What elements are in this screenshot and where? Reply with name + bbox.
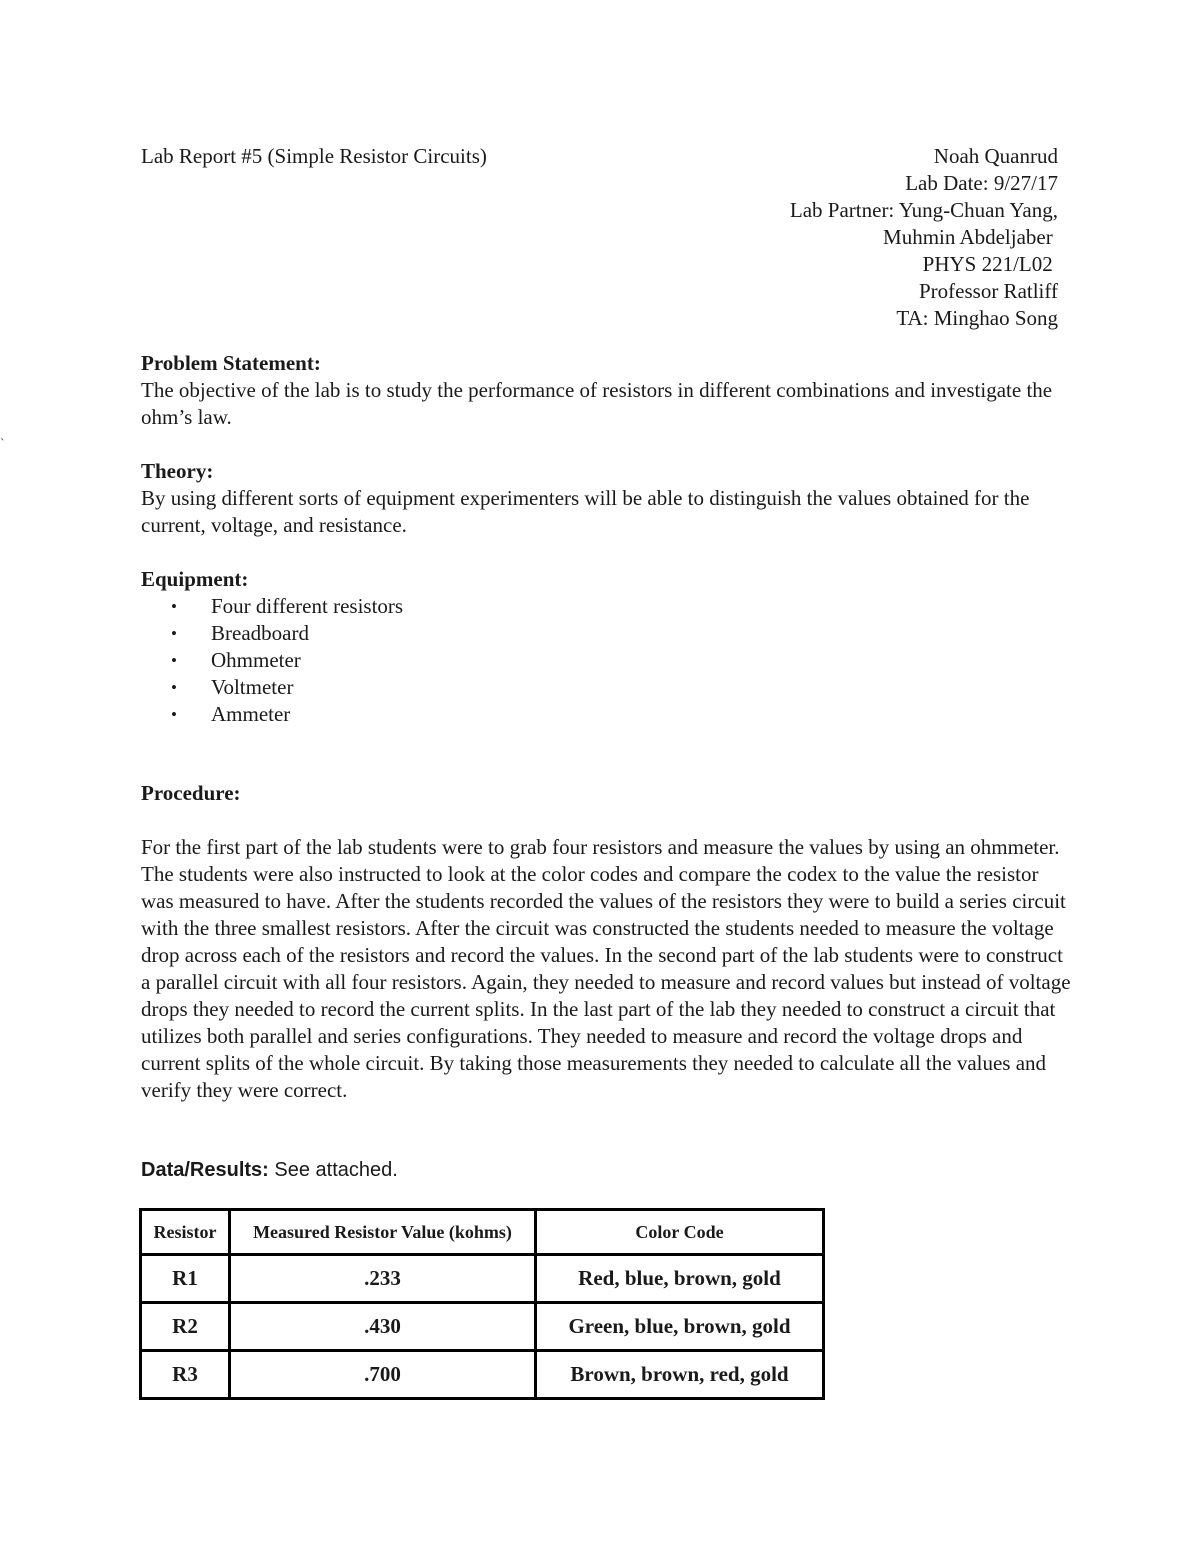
- list-item: • Breadboard: [171, 621, 309, 645]
- professor: Professor Ratliff: [918, 279, 1058, 303]
- cell-resistor: R1: [141, 1255, 230, 1303]
- problem-text: The objective of the lab is to study the performance of resistors in different combinations and investigate the ohm’s law.: [141, 378, 1053, 429]
- data-results-label: Data/Results:: [141, 1159, 269, 1181]
- col-header-color-code: Color Code: [536, 1210, 824, 1255]
- equipment-list: [141, 593, 1071, 728]
- col-header-resistor: Resistor: [141, 1210, 230, 1255]
- lab-date: Lab Date: 9/27/17: [905, 171, 1058, 195]
- procedure-section: [141, 834, 1071, 1104]
- table-header-row: [141, 1210, 824, 1255]
- problem-heading: Problem Statement:: [141, 351, 321, 375]
- bullet-icon: •: [171, 651, 177, 670]
- cell-color-code: Green, blue, brown, gold: [536, 1303, 824, 1351]
- procedure-heading: Procedure:: [141, 781, 241, 805]
- equipment-heading: Equipment:: [141, 567, 249, 591]
- table-row: [141, 1351, 824, 1399]
- cell-resistor: R3: [141, 1351, 230, 1399]
- table-row: [141, 1255, 824, 1303]
- procedure-heading-block: [141, 780, 1071, 807]
- cell-value: .430: [230, 1303, 536, 1351]
- table-row: [141, 1303, 824, 1351]
- lab-partner: Lab Partner: Yung-Chuan Yang,: [789, 198, 1058, 222]
- list-item: • Voltmeter: [171, 675, 294, 699]
- theory-section: [141, 458, 1071, 539]
- theory-heading: Theory:: [141, 459, 214, 483]
- list-item: • Four different resistors: [171, 594, 404, 618]
- cell-resistor: R2: [141, 1303, 230, 1351]
- cell-value: .233: [230, 1255, 536, 1303]
- bullet-icon: •: [171, 705, 177, 724]
- stray-mark: `: [0, 437, 5, 452]
- cell-value: .700: [230, 1351, 536, 1399]
- list-item: • Ammeter: [171, 702, 291, 726]
- author-block: [790, 143, 1058, 332]
- teaching-assistant: TA: Minghao Song: [896, 306, 1058, 330]
- author-name: Noah Quanrud: [933, 144, 1058, 168]
- equipment-section: [141, 566, 1071, 728]
- lab-partner-2: Muhmin Abdeljaber: [883, 225, 1058, 249]
- resistor-table: [139, 1208, 825, 1400]
- cell-color-code: Red, blue, brown, gold: [536, 1255, 824, 1303]
- theory-text: By using different sorts of equipment experimenters will be able to distinguish the values obtained for the current, voltage, and resistance.: [141, 486, 1030, 537]
- col-header-measured-value: Measured Resistor Value (kohms): [230, 1210, 536, 1255]
- cell-color-code: Brown, brown, red, gold: [536, 1351, 824, 1399]
- bullet-icon: •: [171, 624, 177, 643]
- problem-section: [141, 350, 1071, 431]
- procedure-text: For the first part of the lab students were to grab four resistors and measure the values by using an ohmmeter. The students were also instructed to look at the color codes and compare the codex to the value the resistor was measured to have. After the students recorded the values of the resistors they were to build a series circuit with the three smallest resistors. After the circuit was constructed the students needed to measure the voltage drop across each of the resistors and record the values. In the second part of the lab students were to construct a parallel circuit with all four resistors. Again, they needed to measure and record values but instead of voltage drops they needed to record the current splits. In the last part of the lab they needed to construct a circuit that utilizes both parallel and series configurations. They needed to measure and record the voltage drops and current splits of the whole circuit. By taking those measurements they needed to calculate all the values and verify they were correct.: [141, 835, 1071, 1102]
- data-results-line: [141, 1157, 398, 1184]
- bullet-icon: •: [171, 678, 177, 697]
- bullet-icon: •: [171, 597, 177, 616]
- course: PHYS 221/L02: [922, 252, 1058, 276]
- list-item: • Ohmmeter: [171, 648, 301, 672]
- report-title: Lab Report #5 (Simple Resistor Circuits): [141, 144, 487, 168]
- data-results-text: See attached.: [268, 1159, 398, 1181]
